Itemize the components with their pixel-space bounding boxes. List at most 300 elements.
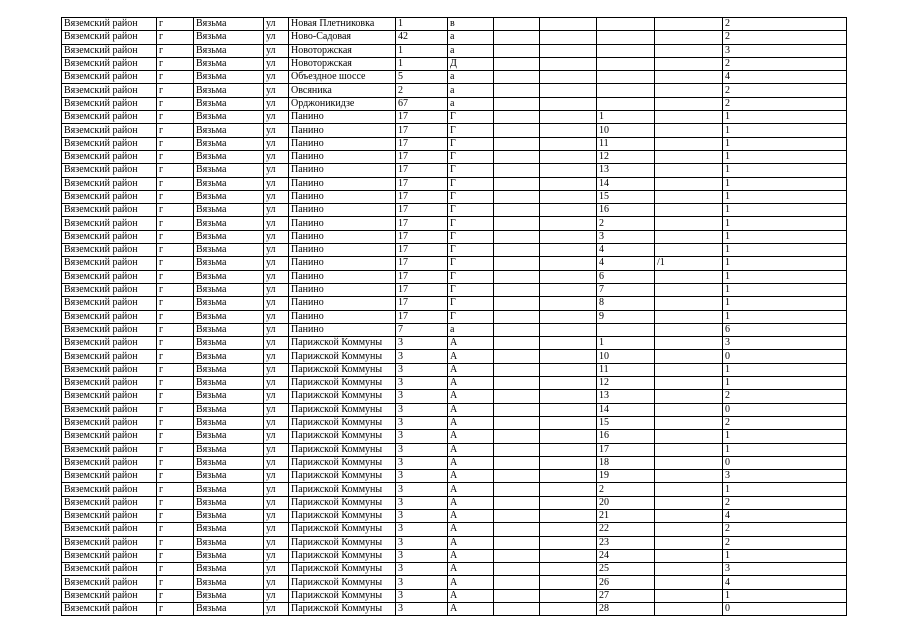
table-row — [62, 111, 847, 124]
table-row — [62, 377, 847, 390]
table-cell: Парижской Коммуны — [289, 443, 396, 456]
table-cell: 17 — [396, 137, 448, 150]
table-cell: Г — [448, 124, 494, 137]
table-row — [62, 31, 847, 44]
table-cell: Вяземский район — [62, 71, 157, 84]
table-cell: 20 — [597, 496, 655, 509]
table-cell: А — [448, 337, 494, 350]
table-cell — [494, 536, 540, 549]
table-cell: Вязьма — [194, 403, 264, 416]
table-cell: 17 — [396, 124, 448, 137]
table-cell: 3 — [723, 337, 847, 350]
table-cell: 3 — [396, 377, 448, 390]
table-cell: Вязьма — [194, 18, 264, 31]
table-cell: 11 — [597, 137, 655, 150]
table-cell: 2 — [723, 523, 847, 536]
table-cell: ул — [264, 416, 289, 429]
table-cell: А — [448, 350, 494, 363]
table-cell: ул — [264, 430, 289, 443]
table-cell — [655, 190, 723, 203]
table-cell — [655, 137, 723, 150]
table-cell: 22 — [597, 523, 655, 536]
table-cell — [540, 483, 597, 496]
table-cell: 3 — [396, 443, 448, 456]
table-cell: Вяземский район — [62, 44, 157, 57]
table-cell: Вяземский район — [62, 111, 157, 124]
table-cell: Вяземский район — [62, 456, 157, 469]
table-cell: 3 — [597, 230, 655, 243]
table-cell: Панино — [289, 270, 396, 283]
table-cell: г — [157, 71, 194, 84]
table-cell: г — [157, 430, 194, 443]
table-cell: 1 — [723, 483, 847, 496]
table-cell — [597, 97, 655, 110]
table-cell — [494, 244, 540, 257]
table-cell: Вязьма — [194, 84, 264, 97]
table-cell: 10 — [597, 124, 655, 137]
table-cell: Вязьма — [194, 124, 264, 137]
table-cell: 1 — [723, 164, 847, 177]
table-cell: 1 — [723, 589, 847, 602]
table-cell — [655, 323, 723, 336]
table-cell: Вязьма — [194, 137, 264, 150]
table-cell: 3 — [396, 509, 448, 522]
table-cell: 1 — [723, 217, 847, 230]
table-cell: 23 — [597, 536, 655, 549]
table-cell: г — [157, 377, 194, 390]
table-cell — [494, 190, 540, 203]
table-cell: Вязьма — [194, 576, 264, 589]
table-cell — [540, 44, 597, 57]
table-cell: Вяземский район — [62, 297, 157, 310]
table-cell: 1 — [723, 310, 847, 323]
table-cell — [494, 137, 540, 150]
table-cell — [494, 377, 540, 390]
table-cell: г — [157, 177, 194, 190]
table-cell: г — [157, 44, 194, 57]
table-cell: Г — [448, 111, 494, 124]
table-cell — [597, 57, 655, 70]
table-cell: 2 — [723, 18, 847, 31]
table-cell — [655, 244, 723, 257]
table-row — [62, 337, 847, 350]
table-cell — [494, 297, 540, 310]
table-cell: г — [157, 549, 194, 562]
table-cell: Вяземский район — [62, 84, 157, 97]
table-cell: Вяземский район — [62, 536, 157, 549]
table-cell — [655, 44, 723, 57]
table-cell: Овсяника — [289, 84, 396, 97]
table-cell: Вязьма — [194, 536, 264, 549]
table-cell: Вяземский район — [62, 137, 157, 150]
table-row — [62, 71, 847, 84]
table-cell: 1 — [723, 377, 847, 390]
table-cell: а — [448, 97, 494, 110]
table-cell: ул — [264, 270, 289, 283]
table-cell: г — [157, 297, 194, 310]
table-cell: 1 — [723, 150, 847, 163]
table-cell: Парижской Коммуны — [289, 350, 396, 363]
table-cell: Вяземский район — [62, 217, 157, 230]
table-cell: Вяземский район — [62, 337, 157, 350]
table-cell: 3 — [396, 589, 448, 602]
table-cell: Вяземский район — [62, 31, 157, 44]
table-cell — [655, 217, 723, 230]
table-cell: 3 — [396, 523, 448, 536]
table-cell: Парижской Коммуны — [289, 390, 396, 403]
table-cell: 15 — [597, 416, 655, 429]
table-cell: Вязьма — [194, 57, 264, 70]
table-cell: ул — [264, 390, 289, 403]
table-cell: Вяземский район — [62, 377, 157, 390]
table-cell — [494, 523, 540, 536]
table-cell: г — [157, 190, 194, 203]
table-cell: ул — [264, 576, 289, 589]
table-cell: 4 — [723, 576, 847, 589]
table-cell: 1 — [723, 297, 847, 310]
table-cell: 1 — [723, 443, 847, 456]
table-cell — [655, 377, 723, 390]
table-cell: ул — [264, 177, 289, 190]
table-cell: Вязьма — [194, 549, 264, 562]
table-cell: 3 — [396, 456, 448, 469]
table-cell: 3 — [723, 563, 847, 576]
table-cell: Г — [448, 244, 494, 257]
table-cell: г — [157, 217, 194, 230]
table-cell — [494, 217, 540, 230]
table-cell: 17 — [396, 217, 448, 230]
table-cell — [655, 483, 723, 496]
table-cell — [540, 217, 597, 230]
table-cell: г — [157, 416, 194, 429]
table-cell: 17 — [396, 230, 448, 243]
table-cell: Вяземский район — [62, 164, 157, 177]
table-row — [62, 470, 847, 483]
table-cell: ул — [264, 244, 289, 257]
table-row — [62, 350, 847, 363]
table-cell — [540, 57, 597, 70]
table-cell: ул — [264, 496, 289, 509]
table-cell: А — [448, 523, 494, 536]
table-cell: Вязьма — [194, 217, 264, 230]
table-cell — [655, 509, 723, 522]
table-cell — [597, 44, 655, 57]
table-cell: Вяземский район — [62, 430, 157, 443]
table-cell — [494, 164, 540, 177]
table-cell: Вяземский район — [62, 270, 157, 283]
table-cell: Вязьма — [194, 416, 264, 429]
table-cell: Вязьма — [194, 190, 264, 203]
table-cell: А — [448, 563, 494, 576]
table-cell: 9 — [597, 310, 655, 323]
table-cell: Вяземский район — [62, 57, 157, 70]
table-cell: 1 — [723, 124, 847, 137]
table-cell: ул — [264, 97, 289, 110]
table-cell — [494, 204, 540, 217]
table-cell: Панино — [289, 204, 396, 217]
table-cell: Вязьма — [194, 390, 264, 403]
table-cell — [494, 363, 540, 376]
table-cell: Г — [448, 230, 494, 243]
table-cell: 0 — [723, 603, 847, 616]
table-row — [62, 403, 847, 416]
table-cell: Вязьма — [194, 456, 264, 469]
table-cell — [494, 283, 540, 296]
table-row — [62, 44, 847, 57]
table-cell: 3 — [396, 576, 448, 589]
table-cell: А — [448, 377, 494, 390]
table-cell: Вязьма — [194, 310, 264, 323]
table-cell: Панино — [289, 297, 396, 310]
table-cell — [540, 377, 597, 390]
table-cell: А — [448, 416, 494, 429]
table-cell: 3 — [396, 536, 448, 549]
table-cell: 2 — [597, 217, 655, 230]
table-cell — [540, 283, 597, 296]
table-cell: 0 — [723, 456, 847, 469]
table-cell — [540, 150, 597, 163]
table-cell: 3 — [723, 470, 847, 483]
table-cell — [655, 297, 723, 310]
table-cell: ул — [264, 150, 289, 163]
table-cell — [655, 150, 723, 163]
table-cell — [540, 390, 597, 403]
table-cell: ул — [264, 509, 289, 522]
table-cell — [494, 576, 540, 589]
table-cell: г — [157, 350, 194, 363]
table-cell — [540, 310, 597, 323]
table-row — [62, 84, 847, 97]
table-cell: ул — [264, 18, 289, 31]
table-cell: г — [157, 603, 194, 616]
table-cell: 3 — [396, 470, 448, 483]
table-cell — [540, 31, 597, 44]
table-row — [62, 603, 847, 616]
table-cell: г — [157, 84, 194, 97]
table-cell: 17 — [396, 190, 448, 203]
table-cell: Вяземский район — [62, 523, 157, 536]
table-cell: Парижской Коммуны — [289, 337, 396, 350]
table-row — [62, 323, 847, 336]
table-cell: Вязьма — [194, 337, 264, 350]
table-cell: Вязьма — [194, 111, 264, 124]
table-cell: ул — [264, 549, 289, 562]
table-cell: 3 — [396, 563, 448, 576]
table-cell: Панино — [289, 111, 396, 124]
table-cell: А — [448, 536, 494, 549]
table-cell: г — [157, 18, 194, 31]
table-cell: ул — [264, 377, 289, 390]
table-cell: А — [448, 483, 494, 496]
table-cell: Вязьма — [194, 257, 264, 270]
table-cell: 26 — [597, 576, 655, 589]
table-cell: 17 — [396, 244, 448, 257]
table-cell — [540, 323, 597, 336]
table-cell: 1 — [597, 337, 655, 350]
table-cell: Парижской Коммуны — [289, 403, 396, 416]
table-cell: 2 — [723, 84, 847, 97]
table-row — [62, 549, 847, 562]
table-cell: Г — [448, 297, 494, 310]
table-cell: ул — [264, 190, 289, 203]
table-cell — [494, 44, 540, 57]
table-cell: Панино — [289, 257, 396, 270]
table-cell: Г — [448, 137, 494, 150]
table-cell: 3 — [396, 496, 448, 509]
table-cell: г — [157, 244, 194, 257]
table-cell: ул — [264, 297, 289, 310]
table-cell: 0 — [723, 403, 847, 416]
table-cell — [597, 84, 655, 97]
table-row — [62, 443, 847, 456]
table-cell — [540, 177, 597, 190]
table-cell: ул — [264, 403, 289, 416]
table-cell: Вязьма — [194, 443, 264, 456]
table-cell: Г — [448, 217, 494, 230]
table-cell: г — [157, 204, 194, 217]
table-cell: г — [157, 563, 194, 576]
table-cell: Панино — [289, 164, 396, 177]
table-cell: 3 — [396, 549, 448, 562]
table-cell: г — [157, 257, 194, 270]
table-cell — [494, 509, 540, 522]
table-cell: Парижской Коммуны — [289, 363, 396, 376]
table-cell: Вяземский район — [62, 323, 157, 336]
table-cell: г — [157, 470, 194, 483]
table-cell: г — [157, 523, 194, 536]
table-cell: Панино — [289, 283, 396, 296]
table-cell — [494, 496, 540, 509]
table-cell: Вяземский район — [62, 549, 157, 562]
table-cell — [494, 150, 540, 163]
table-cell — [540, 164, 597, 177]
table-cell: Панино — [289, 137, 396, 150]
table-cell — [655, 71, 723, 84]
table-cell: г — [157, 230, 194, 243]
table-cell: Панино — [289, 177, 396, 190]
table-cell — [540, 270, 597, 283]
table-cell: Вяземский район — [62, 257, 157, 270]
table-cell: Вяземский район — [62, 589, 157, 602]
table-cell: 3 — [396, 337, 448, 350]
table-cell — [540, 111, 597, 124]
table-row — [62, 456, 847, 469]
table-cell: 2 — [723, 416, 847, 429]
table-cell: Вязьма — [194, 350, 264, 363]
table-cell: Парижской Коммуны — [289, 509, 396, 522]
table-row — [62, 230, 847, 243]
table-cell — [540, 496, 597, 509]
table-row — [62, 18, 847, 31]
table-cell: Вязьма — [194, 270, 264, 283]
table-cell: 13 — [597, 164, 655, 177]
table-cell: 1 — [723, 230, 847, 243]
table-cell: Парижской Коммуны — [289, 470, 396, 483]
table-cell: 3 — [396, 483, 448, 496]
table-cell: 17 — [396, 270, 448, 283]
table-cell — [494, 97, 540, 110]
table-cell: ул — [264, 603, 289, 616]
table-cell: Г — [448, 310, 494, 323]
table-row — [62, 416, 847, 429]
table-cell — [540, 576, 597, 589]
table-cell — [494, 589, 540, 602]
table-cell: Парижской Коммуны — [289, 563, 396, 576]
table-cell: ул — [264, 337, 289, 350]
table-row — [62, 390, 847, 403]
table-cell — [494, 310, 540, 323]
table-cell: 1 — [396, 57, 448, 70]
table-cell: 3 — [396, 430, 448, 443]
table-cell — [655, 18, 723, 31]
table-cell: 2 — [723, 97, 847, 110]
table-row — [62, 430, 847, 443]
table-row — [62, 190, 847, 203]
table-cell — [494, 430, 540, 443]
table-cell — [655, 390, 723, 403]
table-cell: Парижской Коммуны — [289, 416, 396, 429]
table-cell — [655, 470, 723, 483]
table-cell: Вязьма — [194, 44, 264, 57]
table-cell — [597, 323, 655, 336]
table-cell: 11 — [597, 363, 655, 376]
table-cell: 17 — [396, 177, 448, 190]
table-row — [62, 137, 847, 150]
table-cell: А — [448, 589, 494, 602]
table-cell — [494, 470, 540, 483]
table-cell: ул — [264, 443, 289, 456]
table-cell: Парижской Коммуны — [289, 603, 396, 616]
table-cell: Вяземский район — [62, 509, 157, 522]
table-cell — [655, 603, 723, 616]
table-cell: Парижской Коммуны — [289, 483, 396, 496]
table-cell — [540, 536, 597, 549]
table-cell: ул — [264, 217, 289, 230]
table-cell: 17 — [396, 111, 448, 124]
table-cell: ул — [264, 164, 289, 177]
table-cell: ул — [264, 137, 289, 150]
table-cell — [540, 563, 597, 576]
table-cell: г — [157, 57, 194, 70]
table-cell: ул — [264, 536, 289, 549]
table-cell: 1 — [723, 244, 847, 257]
table-cell: Вяземский район — [62, 363, 157, 376]
table-cell: г — [157, 589, 194, 602]
table-cell: Вяземский район — [62, 177, 157, 190]
table-cell — [655, 496, 723, 509]
table-cell: А — [448, 549, 494, 562]
table-cell: Вяземский район — [62, 204, 157, 217]
table-cell — [655, 536, 723, 549]
table-cell: Панино — [289, 310, 396, 323]
table-cell: 17 — [396, 150, 448, 163]
table-cell: Панино — [289, 150, 396, 163]
table-cell — [655, 310, 723, 323]
table-cell: 1 — [723, 177, 847, 190]
table-cell — [655, 549, 723, 562]
table-cell — [655, 204, 723, 217]
table-row — [62, 310, 847, 323]
table-cell: Г — [448, 204, 494, 217]
table-cell: Вязьма — [194, 509, 264, 522]
table-cell: 21 — [597, 509, 655, 522]
table-cell: 0 — [723, 350, 847, 363]
table-cell: 12 — [597, 150, 655, 163]
table-cell: ул — [264, 31, 289, 44]
table-cell: 4 — [723, 71, 847, 84]
table-cell — [540, 124, 597, 137]
table-cell — [540, 403, 597, 416]
